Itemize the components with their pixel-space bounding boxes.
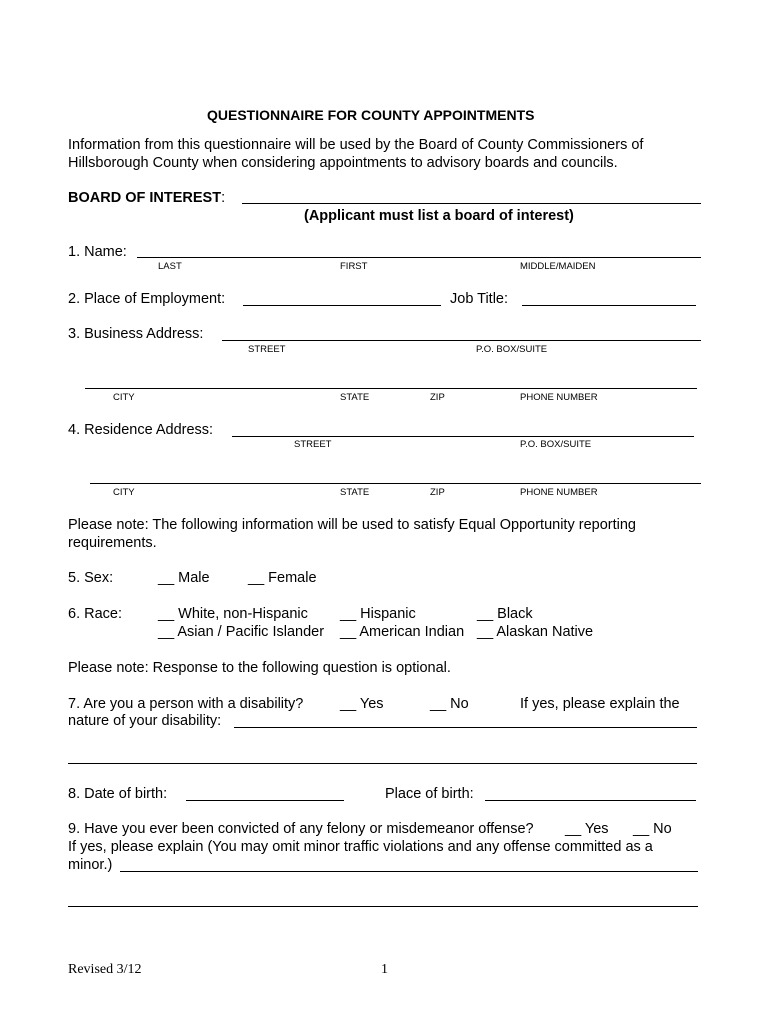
business-sub-state: STATE	[340, 392, 370, 403]
name-sub-last: LAST	[158, 261, 182, 272]
job-title-field[interactable]	[522, 305, 696, 306]
race-option-black[interactable]: __ Black	[477, 606, 533, 622]
residence-address-label: 4. Residence Address:	[68, 422, 214, 438]
residence-city-field[interactable]	[90, 483, 701, 484]
race-option-alaskan[interactable]: __ Alaskan Native	[477, 624, 594, 640]
residence-street-field[interactable]	[232, 436, 694, 437]
board-of-interest-note: (Applicant must list a board of interest)	[304, 208, 574, 224]
business-sub-city: CITY	[113, 392, 135, 403]
residence-sub-phone: PHONE NUMBER	[520, 487, 598, 498]
board-of-interest-label: BOARD OF INTEREST	[68, 190, 222, 206]
residence-sub-state: STATE	[340, 487, 370, 498]
residence-sub-po: P.O. BOX/SUITE	[520, 439, 592, 450]
optional-note: Please note: Response to the following question is optional.	[68, 660, 451, 676]
conviction-explain-field[interactable]	[120, 871, 698, 872]
conviction-option-no[interactable]: __ No	[633, 821, 672, 837]
business-city-field[interactable]	[85, 388, 697, 389]
place-of-birth-label: Place of birth:	[385, 786, 474, 802]
sex-label: 5. Sex:	[68, 570, 114, 586]
dob-field[interactable]	[186, 800, 344, 801]
name-label: 1. Name:	[68, 244, 127, 260]
board-of-interest-label-wrap	[68, 190, 225, 207]
disability-explain-field[interactable]	[234, 727, 697, 728]
conviction-explain-line: If yes, please explain (You may omit minor traffic violations and any offense committed as a	[68, 839, 653, 855]
sex-option-female[interactable]: __ Female	[248, 570, 317, 586]
job-title-label: Job Title:	[450, 291, 509, 307]
dob-label: 8. Date of birth:	[68, 786, 168, 802]
intro-line-2: Hillsborough County when considering appointments to advisory boards and councils.	[68, 155, 618, 171]
residence-sub-street: STREET	[294, 439, 332, 450]
race-label: 6. Race:	[68, 606, 122, 622]
disability-label: 7. Are you a person with a disability?	[68, 696, 304, 712]
name-sub-first: FIRST	[340, 261, 368, 272]
conviction-label: 9. Have you ever been convicted of any felony or misdemeanor offense?	[68, 821, 534, 837]
intro-line-1: Information from this questionnaire will be used by the Board of County Commissioners of	[68, 137, 644, 153]
revised-date: Revised 3/12	[68, 962, 142, 977]
page-number: 1	[381, 962, 388, 977]
employment-field[interactable]	[243, 305, 441, 306]
race-option-american-indian[interactable]: __ American Indian	[340, 624, 465, 640]
residence-sub-city: CITY	[113, 487, 135, 498]
business-street-field[interactable]	[222, 340, 701, 341]
board-of-interest-field[interactable]	[242, 203, 701, 204]
disability-option-no[interactable]: __ No	[430, 696, 469, 712]
disability-nature-label: nature of your disability:	[68, 713, 222, 729]
conviction-option-yes[interactable]: __ Yes	[565, 821, 609, 837]
business-sub-phone: PHONE NUMBER	[520, 392, 598, 403]
place-of-birth-field[interactable]	[485, 800, 696, 801]
business-sub-street: STREET	[248, 344, 286, 355]
employment-label: 2. Place of Employment:	[68, 291, 226, 307]
disability-option-yes[interactable]: __ Yes	[340, 696, 384, 712]
race-option-asian[interactable]: __ Asian / Pacific Islander	[158, 624, 325, 640]
disability-explain-field-2[interactable]	[68, 763, 697, 764]
business-sub-po: P.O. BOX/SUITE	[476, 344, 548, 355]
business-sub-zip: ZIP	[430, 392, 445, 403]
conviction-minor-label: minor.)	[68, 857, 113, 873]
name-sub-middle: MIDDLE/MAIDEN	[520, 261, 596, 272]
sex-option-male[interactable]: __ Male	[158, 570, 210, 586]
disability-explain-label: If yes, please explain the	[520, 696, 680, 712]
residence-sub-zip: ZIP	[430, 487, 445, 498]
eo-note-line-2: requirements.	[68, 535, 157, 551]
business-address-label: 3. Business Address:	[68, 326, 204, 342]
race-option-white[interactable]: __ White, non-Hispanic	[158, 606, 308, 622]
page-title: QUESTIONNAIRE FOR COUNTY APPOINTMENTS	[207, 107, 535, 123]
race-option-hispanic[interactable]: __ Hispanic	[340, 606, 416, 622]
name-field[interactable]	[137, 257, 701, 258]
board-of-interest-colon: :	[221, 190, 226, 206]
eo-note-line-1: Please note: The following information will be used to satisfy Equal Opportunity reporting	[68, 517, 636, 533]
conviction-explain-field-2[interactable]	[68, 906, 698, 907]
